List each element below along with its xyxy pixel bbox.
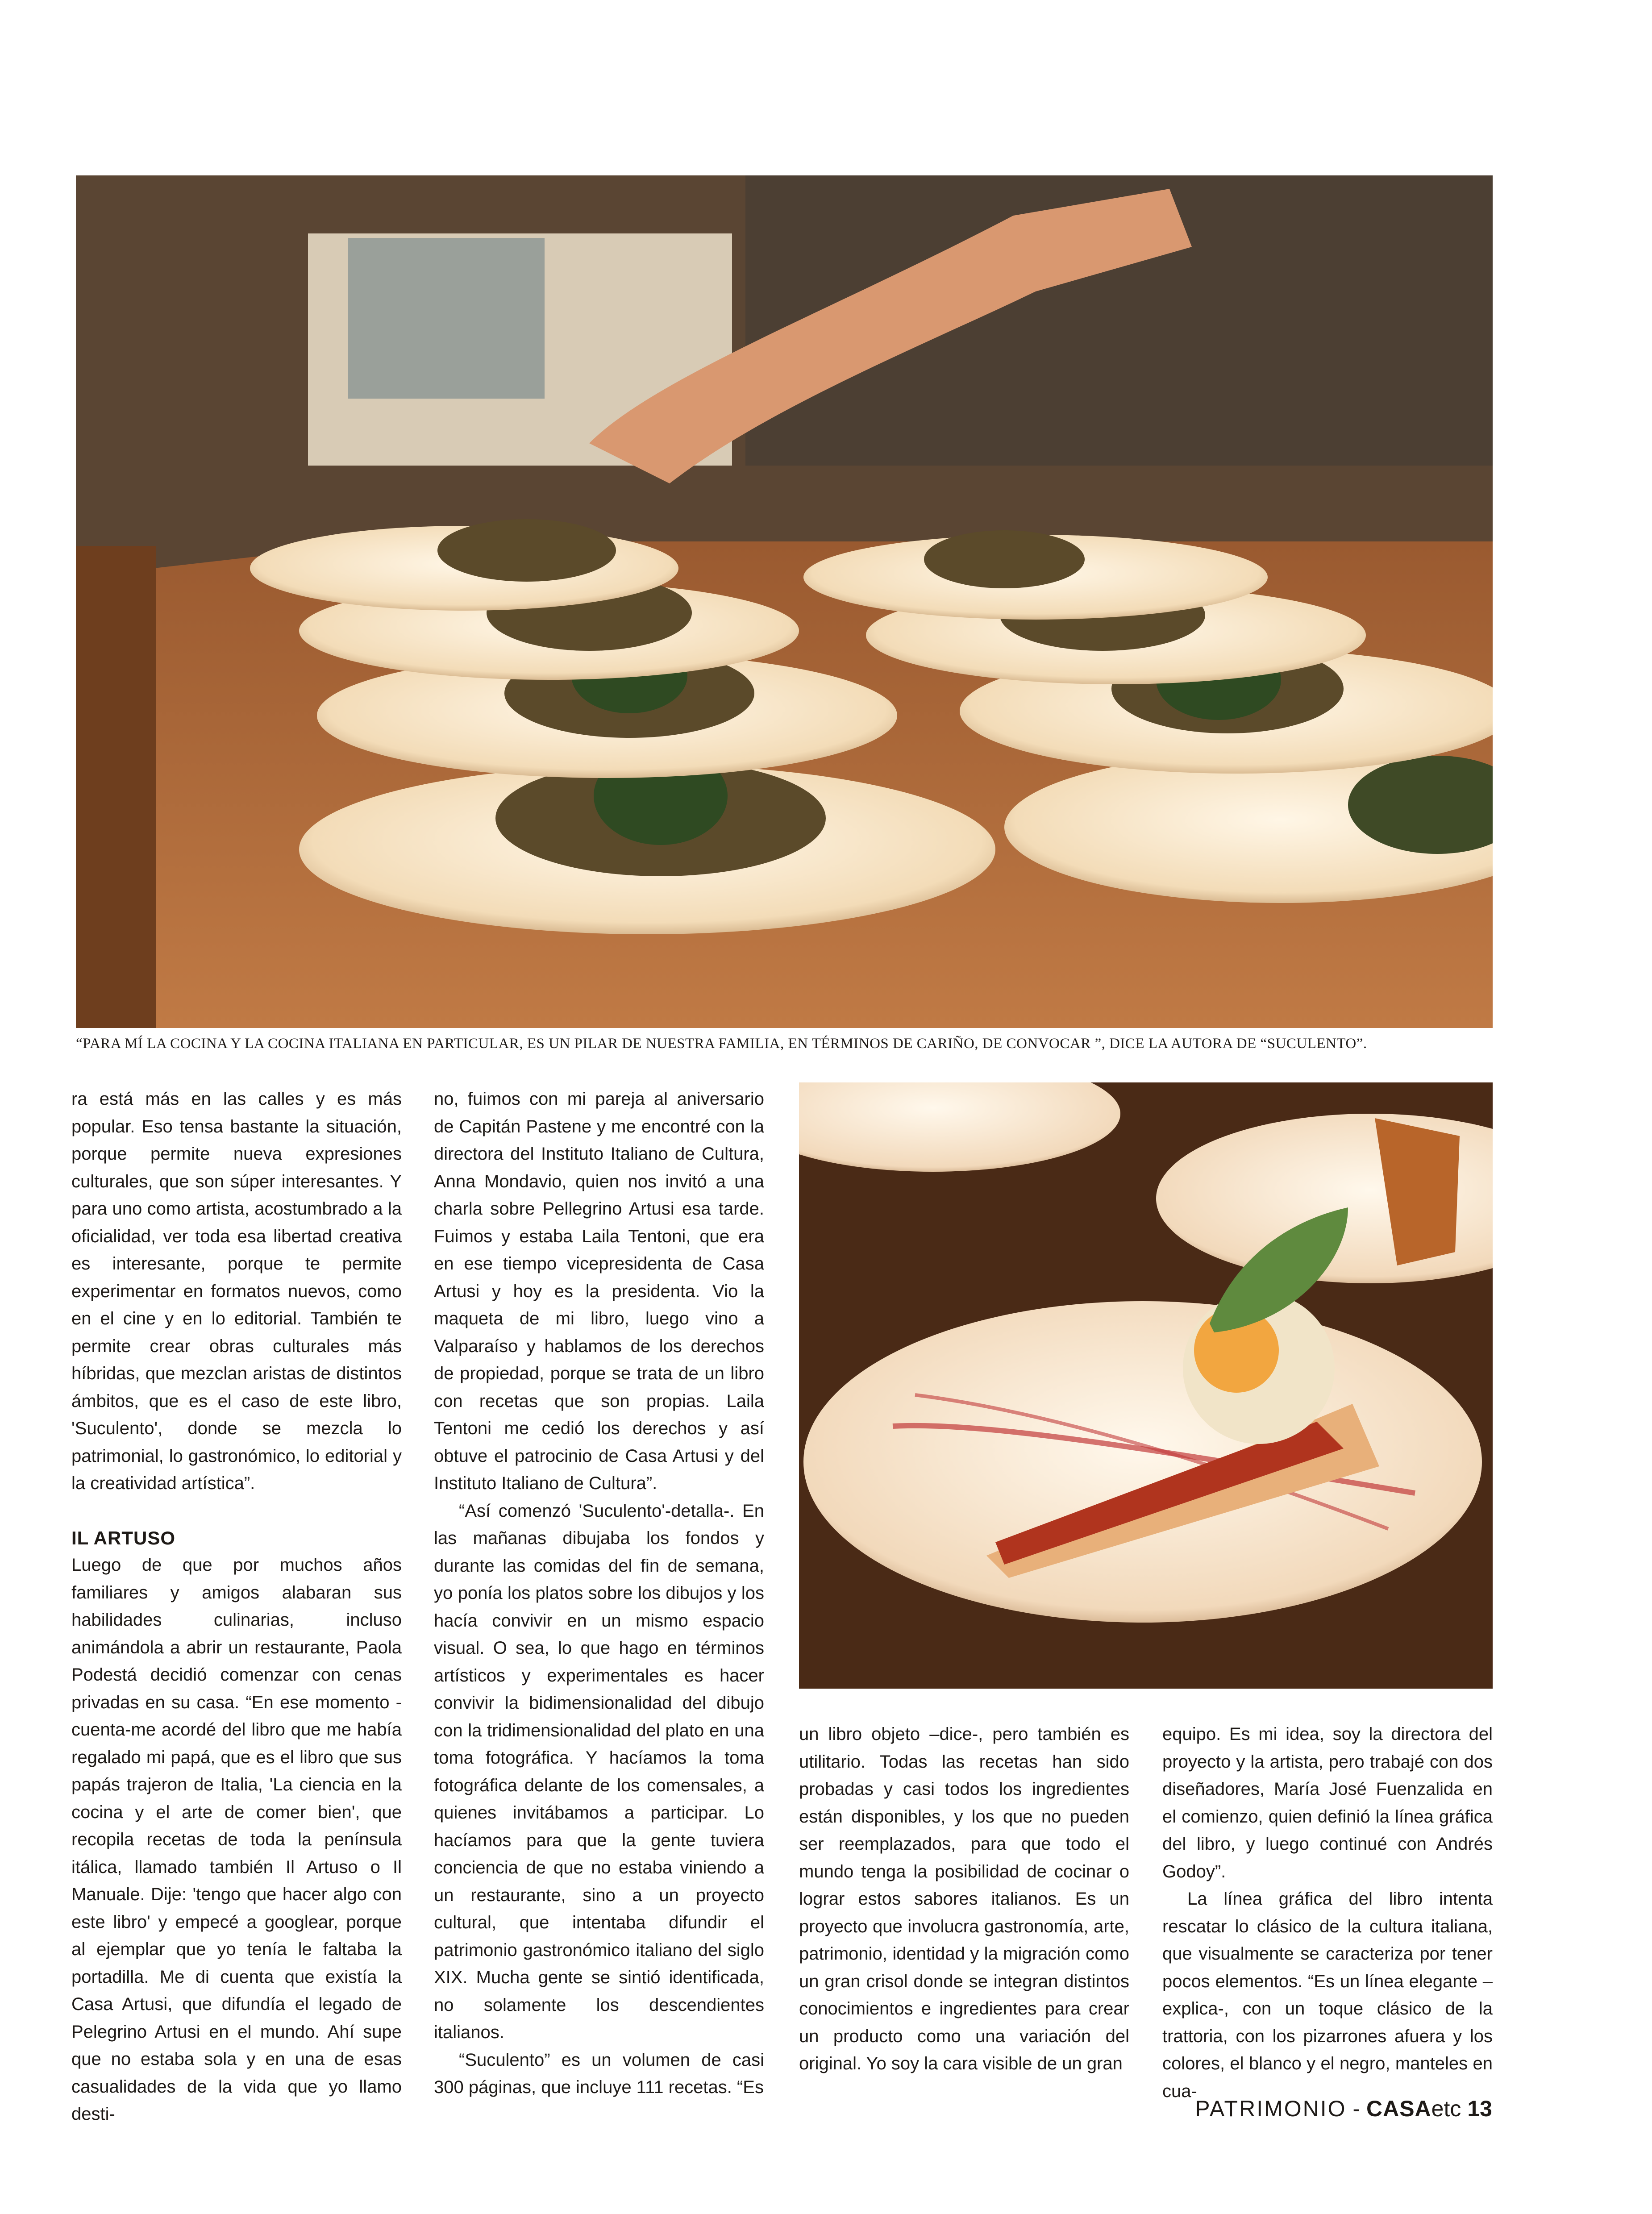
body-paragraph: equipo. Es mi idea, soy la directora del proyecto y la artista, pero trabajé con dos diseñadores, María José Fuenzalida en el comienzo, quien definió la línea gráfica del libro, y luego continué con Andrés Godoy”. [1162,1724,1493,1881]
section-heading: IL ARTUSO [71,1527,176,1548]
body-paragraph: un libro objeto –dice-, pero también es utilitario. Todas las recetas han sido probadas y casi todos los ingredientes están disponibles, y los que no pueden ser reemplazados, para que todo el mundo tenga la posibilidad de cocinar o lograr estos sabores italianos. Es un proyecto que involucra gastronomía, arte, patrimonio, identidad y la migración como un gran crisol donde se integran distintos conocimientos e ingredientes para crear un producto como una variación del original. Yo soy la cara visible de un gran [799,1724,1129,2073]
top-photo [76,175,1493,1028]
tart-dessert-illustration [799,1082,1493,1689]
article-column-1 [71,1086,402,2128]
plated-dishes-illustration [76,175,1493,1028]
page-folio [1195,2096,1492,2122]
body-paragraph: “Suculento” es un volumen de casi 300 páginas, que incluye 111 recetas. “Es [434,2050,764,2097]
dessert-photo [799,1082,1493,1689]
magazine-brand-suffix: etc [1431,2096,1461,2121]
section-name: PATRIMONIO [1195,2096,1347,2121]
article-column-3 [799,1721,1129,2078]
page-number: 13 [1467,2096,1492,2121]
body-paragraph: ra está más en las calles y es más popular. Eso tensa bastante la situación, porque permite nueva expresiones culturales, que son súper interesantes. Y para uno como artista, acostumbrado a la oficialidad, ver toda esa libertad creativa es interesante, porque te permite experimentar en formatos nuevos, como en el cine y en lo editorial. También te permite crear obras culturales más híbridas, que mezclan aristas de distintos ámbitos, que es el caso de este libro, 'Suculento', donde se mezcla lo patrimonial, lo gastronómico, lo editorial y la creatividad artística”. [71,1089,402,1493]
article-column-4 [1162,1721,1493,2105]
body-paragraph: Luego de que por muchos años familiares y amigos alabaran sus habilidades culinarias, incluso animándola a abrir un restaurante, Paola Podestá decidió comenzar con cenas privadas en su casa. “En ese momento -cuenta-me acordé del libro que me había regalado mi papá, que es el libro que sus papás trajeron de Italia, 'La ciencia en la cocina y el arte de comer bien', que recopila recetas de toda la península itálica, llamado también Il Artuso o Il Manuale. Dije: 'tengo que hacer algo con este libro' y empecé a googlear, porque al ejemplar que yo tenía le faltaba la portadilla. Me di cuenta que existía la Casa Artusi, que difundía el legado de Pelegrino Artusi en el mundo. Ahí supe que no estaba sola y en una de esas casualidades de la vida que yo llamo desti- [71,1555,402,2124]
photo-caption: “PARA MÍ LA COCINA Y LA COCINA ITALIANA EN PARTICULAR, ES UN PILAR DE NUESTRA FAMILIA, EN TÉRMINOS DE CARIÑO, DE CONVOCAR ”, DICE LA AUTORA DE “SUCULENTO”. [76,1036,1367,1052]
body-paragraph: La línea gráfica del libro intenta rescatar lo clásico de la cultura italiana, que visualmente se caracteriza por tener pocos elementos. “Es un línea elegante –explica-, con un toque clásico de la trattoria, con los pizarrones afuera y los colores, el blanco y el negro, manteles en cua- [1162,1889,1493,2101]
body-paragraph: “Así comenzó 'Suculento'-detalla-. En las mañanas dibujaba los fondos y durante las comidas del fin de semana, yo ponía los platos sobre los dibujos y los hacía convivir en un mismo espacio visual. O sea, lo que hago en términos artísticos y experimentales es hacer convivir la bidimensionalidad del dibujo con la tridimensionalidad del plato en una toma fotográfica. Y hacíamos la toma fotográfica delante de los comensales, a quienes invitábamos a participar. Lo hacíamos para que la gente tuviera conciencia de que no estaba viniendo a un restaurante, sino a un proyecto cultural, que intentaba difundir el patrimonio gastronómico italiano del siglo XIX. Mucha gente se sintió identificada, no solamente los descendientes italianos. [434,1501,764,2042]
article-column-2 [434,1086,764,2102]
magazine-brand: CASA [1366,2096,1431,2121]
body-paragraph: no, fuimos con mi pareja al aniversario de Capitán Pastene y me encontré con la directora del Instituto Italiano de Cultura, Anna Mondavio, quien nos invitó a una charla sobre Pellegrino Artusi esa tarde. Fuimos y estaba Laila Tentoni, que era en ese tiempo vicepresidenta de Casa Artusi y hoy es la presidenta. Vio la maqueta de mi libro, luego vino a Valparaíso y hablamos de los derechos de propiedad, porque se trata de un libro con recetas que son propias. Laila Tentoni me cedió los derechos y así obtuve el patrocinio de Casa Artusi y del Instituto Italiano de Cultura”. [434,1089,764,1493]
folio-separator: - [1346,2096,1366,2121]
